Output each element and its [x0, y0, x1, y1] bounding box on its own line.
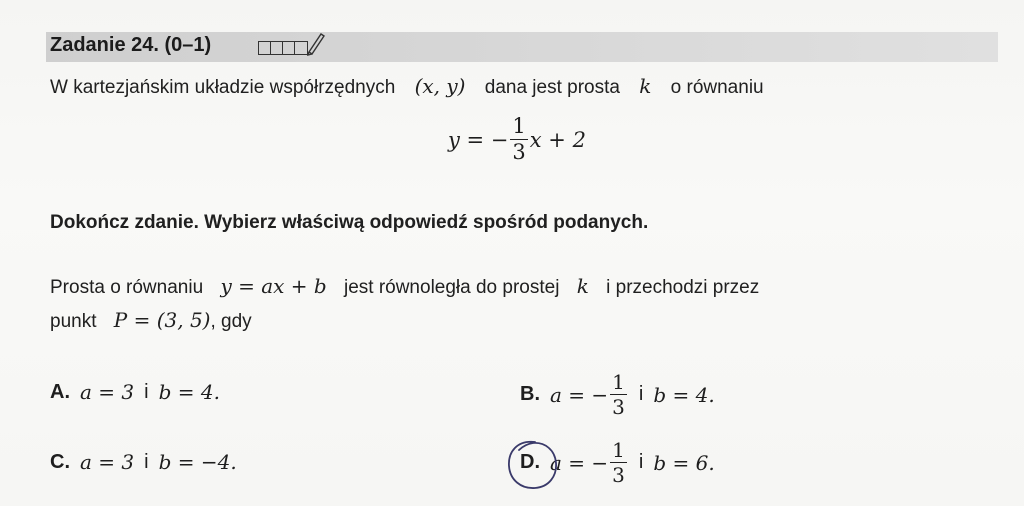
- option-letter: B.: [520, 383, 540, 405]
- question-eq: y = ax + b: [220, 274, 327, 298]
- intro-text-mid: dana jest prosta: [484, 77, 620, 98]
- equation-lhs: y = −: [448, 127, 509, 152]
- question-part5: , gdy: [210, 311, 252, 332]
- intro-line: [50, 74, 764, 99]
- option-a-value: a = 3: [80, 450, 135, 474]
- question-line-1: [50, 274, 759, 299]
- intro-text-after: o równaniu: [670, 77, 764, 98]
- option-a-prefix: a = −: [550, 450, 609, 475]
- question-point: P = (3, 5): [113, 308, 211, 332]
- option-letter: C.: [50, 450, 70, 473]
- option-b-value: b = 6.: [653, 450, 715, 475]
- equation-fraction: [510, 116, 527, 163]
- option-denominator: 3: [612, 463, 625, 487]
- option-b[interactable]: [520, 372, 715, 417]
- equation-numerator: 1: [512, 114, 526, 138]
- option-conjunction: i: [144, 380, 149, 403]
- equation-denominator: 3: [512, 140, 526, 164]
- option-a[interactable]: [50, 380, 220, 404]
- option-c[interactable]: [50, 450, 237, 474]
- pencil-icon: [306, 30, 326, 56]
- question-part1: Prosta o równaniu: [50, 277, 204, 298]
- option-fraction: [610, 372, 627, 417]
- selection-circle-icon: [505, 438, 561, 492]
- option-a-prefix: a = −: [550, 382, 609, 407]
- instruction: Dokończ zdanie. Wybierz właściwą odpowiedź spośród podanych.: [50, 212, 649, 233]
- score-box: [283, 42, 295, 54]
- option-conjunction: i: [638, 451, 644, 473]
- option-conjunction: i: [144, 450, 149, 473]
- option-numerator: 1: [612, 370, 625, 394]
- question-part4: punkt: [50, 311, 97, 332]
- question-line-2: [50, 308, 252, 333]
- option-letter: D.: [520, 451, 540, 473]
- option-b-value: b = 4.: [653, 382, 715, 407]
- score-box: [259, 42, 271, 54]
- option-b-value: b = −4.: [158, 450, 237, 474]
- option-denominator: 3: [612, 395, 625, 419]
- option-conjunction: i: [638, 383, 644, 405]
- question-part3: i przechodzi przez: [606, 277, 760, 298]
- option-numerator: 1: [612, 438, 625, 462]
- intro-coords: (x, y): [414, 74, 466, 98]
- score-boxes-icon: [258, 41, 308, 55]
- intro-text-before: W kartezjańskim układzie współrzędnych: [50, 77, 396, 98]
- task-title: Zadanie 24. (0–1): [50, 34, 212, 56]
- equation-rhs: x + 2: [529, 127, 586, 152]
- option-letter: A.: [50, 380, 70, 403]
- question-part2: jest równoległa do prostej: [343, 277, 560, 298]
- question-line-name: k: [576, 274, 589, 298]
- score-box: [271, 42, 283, 54]
- option-a-value: a = 3: [80, 380, 135, 404]
- main-equation: [448, 116, 586, 163]
- option-fraction: [610, 440, 627, 485]
- option-b-value: b = 4.: [158, 380, 220, 404]
- intro-line-name: k: [639, 74, 652, 98]
